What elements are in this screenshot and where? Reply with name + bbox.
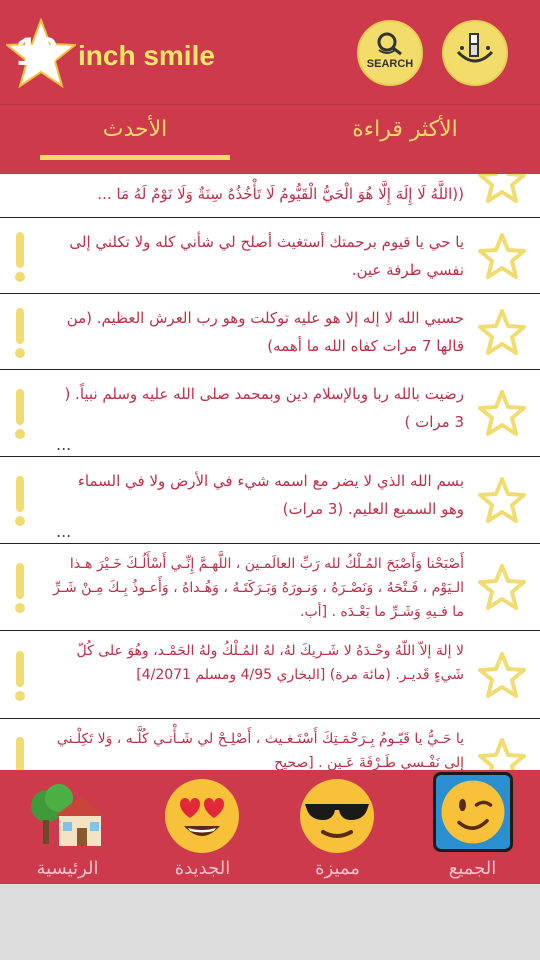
app-header: [0, 0, 540, 104]
star-favorite-icon[interactable]: [478, 737, 526, 770]
more-ellipsis[interactable]: ...: [56, 522, 72, 541]
list-item-text: بسم الله الذي لا يضر مع اسمه شيء في الأرض ولا في السماء وهو السميع العليم. (3 مرات): [77, 472, 464, 518]
nav-featured-label: مميزة: [315, 858, 360, 879]
star-favorite-icon[interactable]: [478, 563, 526, 611]
exclamation-icon[interactable]: [10, 387, 30, 441]
app-logo: [6, 18, 226, 88]
nav-home[interactable]: [0, 770, 135, 884]
nav-all-label: الجميع: [448, 858, 497, 879]
exclamation-icon[interactable]: [10, 735, 30, 770]
tab-bar: [0, 104, 540, 174]
exclamation-icon[interactable]: [10, 561, 30, 615]
list-item-text: أَصْبَحْنا وَأَصْبَحَ المُـلْكُ لله رَبِّ العالَمـين ، اللَّهـمَّ إِنِّـي أَسْأَلُـكَ خَـيْرَ هـذا الـيَوْم ، فَـتْحَهُ ، وَنَصْـرَهُ ، وَنـورَهُ وَبَـرَكَتَـهُ ، وَهُـداهُ ، وَأَعـوذُ بِـكَ مِـنْ شَـرِّ ما فـيهِ وَشَـرِّ ما بَعْـدَه . [أب.: [53, 556, 464, 620]
star-favorite-icon[interactable]: [478, 389, 526, 437]
star-favorite-icon[interactable]: [478, 476, 526, 524]
list-item-text: رضيت بالله ربا وبالإسلام دين وبمحمد صلى الله عليه وسلم نبياً. ( 3 مرات ): [64, 385, 464, 431]
star-favorite-icon[interactable]: [478, 232, 526, 280]
list-item[interactable]: [0, 719, 540, 770]
tab-latest[interactable]: الأحدث: [102, 117, 168, 142]
bottom-nav: [0, 770, 540, 884]
exclamation-icon[interactable]: [10, 649, 30, 703]
list-item-text: يا حَـيُّ يا قَيّـومُ بِـرَحْمَـتِكَ أَسْتَـغـيث ، أَصْلِـحْ لي شَـأْنـي كُلَّـه ، وَلا تَكِلْـني إِلى نَفْـسي طَـرْفَةَ عَـين . [صحيح: [56, 731, 464, 770]
search-face-icon: [357, 20, 423, 86]
exclamation-icon[interactable]: [10, 230, 30, 284]
list-item[interactable]: [0, 370, 540, 457]
nav-all-selected-frame: [433, 772, 513, 852]
more-ellipsis[interactable]: ...: [56, 435, 72, 454]
list-item-text: ((اللَّهُ لَا إِلَهَ إِلَّا هُوَ الْحَيُّ الْقَيُّومُ لَا تَأْخُذُهُ سِنَةٌ وَلَا نَوْمٌ لَهُ مَا ...: [97, 185, 464, 203]
sunglasses-emoji-icon: [297, 776, 377, 856]
list-item[interactable]: [0, 174, 540, 218]
dua-list[interactable]: [0, 174, 540, 770]
logo-text: inch smile: [78, 40, 215, 71]
tools-face-icon: [442, 20, 508, 86]
winking-emoji-icon: [438, 777, 508, 847]
star-favorite-icon[interactable]: [478, 651, 526, 699]
list-item[interactable]: [0, 457, 540, 544]
list-item-text: يا حي يا قيوم برحمتك أستغيث أصلح لي شأني كله ولا تكلني إلى نفسي طرفة عين.: [69, 233, 464, 279]
nav-featured[interactable]: [270, 770, 405, 884]
tab-most-read[interactable]: الأكثر قراءة: [352, 117, 458, 142]
nav-home-label: الرئيسية: [36, 858, 99, 879]
nav-all[interactable]: [405, 770, 540, 884]
list-item-text: لا إلهَ إلاّ اللّهُ وحْـدَهُ لا شَـريكَ لهُ، لهُ المُـلْكُ ولهُ الحَمْـد، وهُوَ على كُلّ شَيءٍ قَديـر. (مائة مرة) [البخاري 4/95 ومسلم 4/2071]: [76, 643, 464, 683]
nav-new[interactable]: [135, 770, 270, 884]
search-button[interactable]: [357, 20, 423, 86]
star-favorite-icon[interactable]: [478, 308, 526, 356]
tab-active-indicator: [40, 155, 230, 160]
list-item-text: حسبي الله لا إله إلا هو عليه توكلت وهو رب العرش العظيم. (من قالها 7 مرات كفاه الله ما أهمه): [66, 309, 464, 355]
list-item[interactable]: [0, 544, 540, 631]
house-with-tree-icon: [27, 776, 107, 856]
nav-new-label: الجديدة: [174, 858, 231, 879]
star-favorite-icon[interactable]: [478, 174, 526, 204]
tools-button[interactable]: [442, 20, 508, 86]
list-item[interactable]: [0, 294, 540, 370]
heart-eyes-emoji-icon: [162, 776, 242, 856]
exclamation-icon[interactable]: [10, 306, 30, 360]
list-item[interactable]: [0, 218, 540, 294]
exclamation-icon[interactable]: [10, 474, 30, 528]
search-label: SEARCH: [366, 58, 414, 70]
list-item[interactable]: [0, 631, 540, 719]
logo-number: 10: [16, 30, 57, 74]
